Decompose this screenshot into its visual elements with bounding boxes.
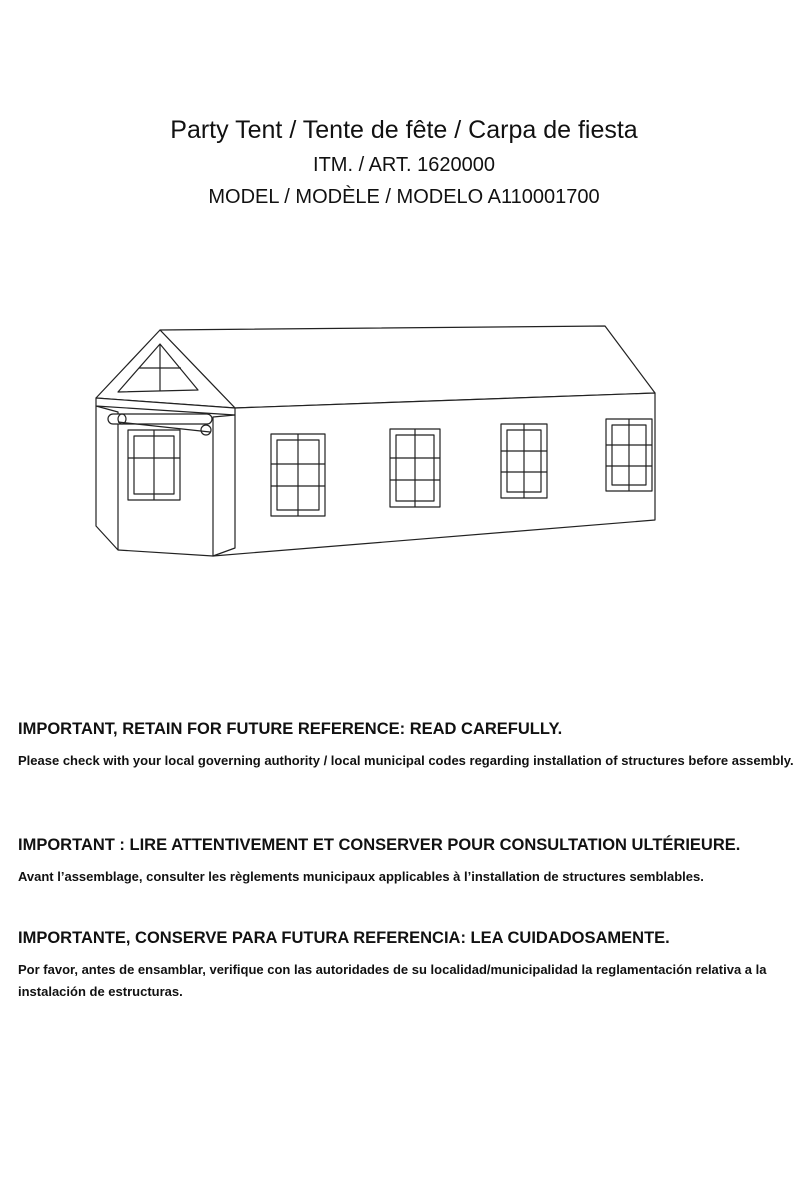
document-header	[0, 112, 808, 212]
party-tent-illustration	[78, 318, 688, 568]
notice-body-spanish: Por favor, antes de ensamblar, verifique con las autoridades de su localidad/municipalidad la reglamentación relativa a la instalación de estructuras.	[18, 962, 767, 999]
product-title: Party Tent / Tente de fête / Carpa de fiesta	[170, 116, 638, 144]
notice-heading-french: IMPORTANT : LIRE ATTENTIVEMENT ET CONSERVER POUR CONSULTATION ULTÉRIEURE.	[18, 836, 741, 854]
notice-heading-english: IMPORTANT, RETAIN FOR FUTURE REFERENCE: READ CAREFULLY.	[18, 720, 563, 738]
notice-body-french: Avant l’assemblage, consulter les règlements municipaux applicables à l’installation de structures semblables.	[18, 869, 704, 884]
notice-heading-spanish: IMPORTANTE, CONSERVE PARA FUTURA REFERENCIA: LEA CUIDADOSAMENTE.	[18, 929, 670, 947]
model-number: MODEL / MODÈLE / MODELO A110001700	[208, 186, 600, 208]
notice-english	[18, 718, 796, 772]
notice-french	[18, 834, 796, 888]
item-number: ITM. / ART. 1620000	[313, 154, 495, 176]
notice-body-english: Please check with your local governing authority / local municipal codes regarding installation of structures before assembly.	[18, 753, 794, 768]
notice-spanish	[18, 927, 796, 1003]
